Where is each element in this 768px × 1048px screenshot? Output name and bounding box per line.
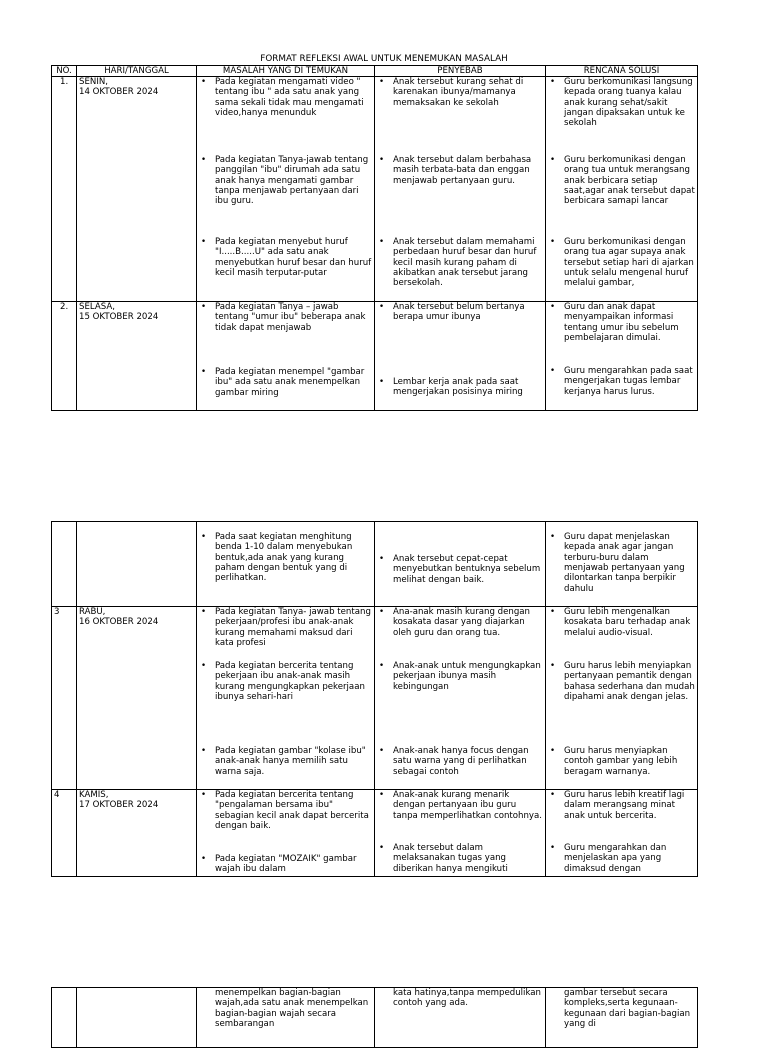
day-name: KAMIS, — [79, 790, 109, 800]
continued-text: gambar tersebut secara kompleks,serta kegunaan-kegunaan dari bagian-bagian yang di — [564, 988, 691, 1029]
list-item: • Pada kegiatan mengamati video " tentang ibu " ada satu anak yang sama sekali tidak mau mengamati video,hanya menunduk — [199, 77, 372, 118]
table-header-row — [52, 66, 698, 77]
header-hari: HARI/TANGGAL — [77, 66, 197, 77]
penyebab-cell — [375, 302, 546, 411]
row-number: 1. — [52, 77, 77, 302]
header-penyebab: PENYEBAB — [375, 66, 546, 77]
list-item: • Anak-anak kurang menarik dengan pertanyaan ibu guru tanpa memperlihatkan contohnya. — [377, 790, 543, 821]
table-row — [52, 607, 698, 790]
penyebab-cell — [375, 77, 546, 302]
day-name: SELASA, — [79, 302, 115, 312]
table-row — [52, 77, 698, 302]
day-date: 17 OKTOBER 2024 — [79, 800, 159, 811]
row-number — [52, 988, 77, 1048]
penyebab-cell — [375, 790, 546, 877]
list-item: • Pada saat kegiatan menghitung benda 1-10 dalam menyebukan bentuk,ada anak yang kurang paham dengan bentuk yang di perlihatkan. — [199, 532, 372, 584]
penyebab-cell — [375, 988, 546, 1048]
solusi-cell — [546, 302, 698, 411]
list-item: • Pada kegiatan menyebut huruf "I.....B.....U" ada satu anak menyebutkan huruf besar dan huruf kecil masih terputar-putar — [199, 237, 372, 278]
list-item: • Guru dapat menjelaskan kepada anak agar jangan terburu-buru dalam menjawab pertanyaan yang dilontarkan tanpa berpikir dahulu — [548, 532, 695, 594]
day-name: RABU, — [79, 607, 106, 617]
continued-text: menempelkan bagian-bagian wajah,ada satu anak menempelkan bagian-bagian wajah secara sembarangan — [215, 988, 369, 1029]
list-item: • Ana-anak masih kurang dengan kosakata dasar yang diajarkan oleh guru dan orang tua. — [377, 607, 543, 638]
list-item: • Pada kegiatan menempel "gambar ibu" ada satu anak menempelkan gambar miring — [199, 367, 372, 398]
header-masalah: MASALAH YANG DI TEMUKAN — [197, 66, 375, 77]
list-item: • Guru berkomunikasi dengan orang tua untuk merangsang anak berbicara setiap saat,agar anak tersebut dapat berbicara samapi lancar — [548, 155, 695, 207]
list-item: • Pada kegiatan Tanya – jawab tentang "umur ibu" beberapa anak tidak dapat menjawab — [199, 302, 372, 333]
masalah-cell — [197, 522, 375, 607]
day-cell — [77, 522, 197, 607]
penyebab-cell — [375, 522, 546, 607]
row-number: 3 — [52, 607, 77, 790]
solusi-cell — [546, 790, 698, 877]
table-row — [52, 988, 698, 1048]
list-item: • Pada kegiatan gambar "kolase ibu" anak-anak hanya memilih satu warna saja. — [199, 746, 372, 777]
list-item: • Lembar kerja anak pada saat mengerjakan posisinya miring — [377, 377, 543, 398]
table-row — [52, 302, 698, 411]
list-item: • Pada kegiatan bercerita tentang "pengalaman bersama ibu" sebagian kecil anak dapat bercerita dengan baik. — [199, 790, 372, 831]
document-title: FORMAT REFLEKSI AWAL UNTUK MENEMUKAN MASALAH — [260, 54, 508, 64]
day-date: 16 OKTOBER 2024 — [79, 617, 159, 628]
list-item: • Anak tersebut kurang sehat di karenakan ibunya/mamanya memaksakan ke sekolah — [377, 77, 543, 108]
list-item: • Anak tersebut dalam melaksanakan tugas yang diberikan hanya mengikuti — [377, 843, 543, 874]
reflection-table-page-3 — [51, 987, 698, 1048]
list-item: • Pada kegiatan Tanya- jawab tentang pekerjaan/profesi ibu anak-anak kurang memahami maksud dari kata profesi — [199, 607, 372, 648]
day-cell — [77, 988, 197, 1048]
list-item: • Anak tersebut dalam memahami perbedaan huruf besar dan huruf kecil masih kurang paham di akibatkan anak tersebut jarang bersekolah. — [377, 237, 543, 289]
table-row — [52, 790, 698, 877]
penyebab-cell — [375, 607, 546, 790]
row-number: 4 — [52, 790, 77, 877]
reflection-table-page-1 — [51, 65, 698, 411]
list-item: • Guru harus lebih kreatif lagi dalam merangsang minat anak untuk bercerita. — [548, 790, 695, 821]
day-date: 14 OKTOBER 2024 — [79, 87, 159, 98]
header-no: NO. — [52, 66, 77, 77]
solusi-cell — [546, 988, 698, 1048]
list-item: • Guru berkomunikasi dengan orang tua agar supaya anak tersebut setiap hari di ajarkan untuk selalu mengenal huruf melalui gambar, — [548, 237, 695, 289]
header-solusi: RENCANA SOLUSI — [546, 66, 698, 77]
list-item: • Anak tersebut dalam berbahasa masih terbata-bata dan enggan menjawab pertanyaan guru. — [377, 155, 543, 186]
list-item: • Pada kegiatan Tanya-jawab tentang panggilan "ibu" dirumah ada satu anak hanya mengamati gambar tanpa menjawab pertanyaan dari ibu guru. — [199, 155, 372, 207]
masalah-cell — [197, 77, 375, 302]
day-name: SENIN, — [79, 77, 109, 87]
reflection-table-page-2 — [51, 521, 698, 877]
list-item: • Pada kegiatan "MOZAIK" gambar wajah ibu dalam — [199, 854, 372, 875]
masalah-cell — [197, 302, 375, 411]
solusi-cell — [546, 607, 698, 790]
list-item: • Guru dan anak dapat menyampaikan informasi tentang umur ibu sebelum pembelajaran dimulai. — [548, 302, 695, 343]
row-number: 2. — [52, 302, 77, 411]
list-item: • Anak-anak hanya focus dengan satu warna yang di perlihatkan sebagai contoh — [377, 746, 543, 777]
day-date: 15 OKTOBER 2024 — [79, 312, 159, 323]
day-cell — [77, 302, 197, 411]
masalah-cell — [197, 607, 375, 790]
list-item: • Guru harus lebih menyiapkan pertanyaan pemantik dengan bahasa sederhana dan mudah dipahami anak dengan jelas. — [548, 661, 695, 702]
list-item: • Guru harus menyiapkan contoh gambar yang lebih beragam warnanya. — [548, 746, 695, 777]
solusi-cell — [546, 77, 698, 302]
table-row — [52, 522, 698, 607]
continued-text: kata hatinya,tanpa mempedulikan contoh yang ada. — [393, 988, 541, 1009]
day-cell — [77, 607, 197, 790]
list-item: • Anak tersebut belum bertanya berapa umur ibunya — [377, 302, 543, 323]
row-number — [52, 522, 77, 607]
list-item: • Anak-anak untuk mengungkapkan pekerjaan ibunya masih kebingungan — [377, 661, 543, 692]
list-item: • Anak tersebut cepat-cepat menyebutkan bentuknya sebelum melihat dengan baik. — [377, 554, 543, 585]
list-item: • Guru berkomunikasi langsung kepada orang tuanya kalau anak kurang sehat/sakit jangan dipaksakan untuk ke sekolah — [548, 77, 695, 129]
list-item: • Guru mengarahkan pada saat mengerjakan tugas lembar kerjanya harus lurus. — [548, 366, 695, 397]
list-item: • Guru mengarahkan dan menjelaskan apa yang dimaksud dengan — [548, 843, 695, 874]
masalah-cell — [197, 790, 375, 877]
list-item: • Pada kegiatan bercerita tentang pekerjaan ibu anak-anak masih kurang mengungkapkan pekerjaan ibunya sehari-hari — [199, 661, 372, 702]
list-item: • Guru lebih mengenalkan kosakata baru terhadap anak melalui audio-visual. — [548, 607, 695, 638]
day-cell — [77, 77, 197, 302]
masalah-cell — [197, 988, 375, 1048]
solusi-cell — [546, 522, 698, 607]
day-cell — [77, 790, 197, 877]
